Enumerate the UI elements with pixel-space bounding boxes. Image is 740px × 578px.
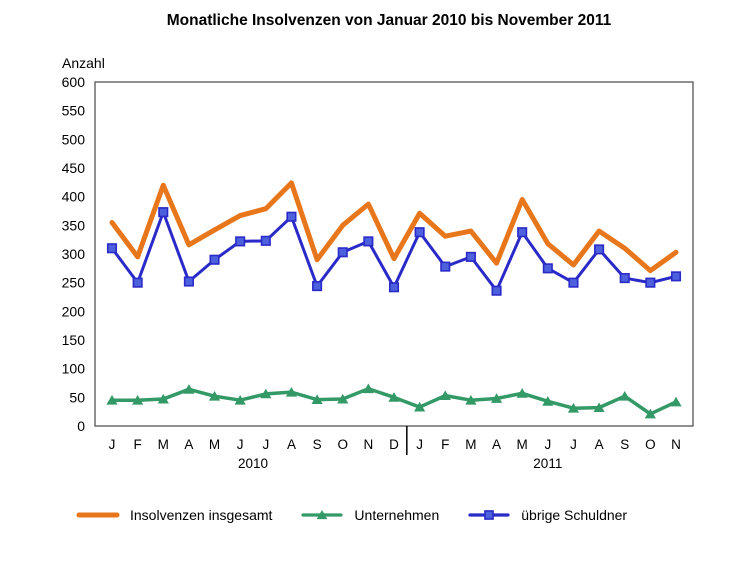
month-label: M [465,437,477,452]
series-unternehmen [106,384,681,419]
month-label: J [262,437,270,452]
month-label: J [108,437,116,452]
legend-label-uebrige-schuldner: übrige Schuldner [521,507,628,523]
data-point-square [467,253,476,262]
data-point-square [620,274,629,283]
y-tick-label: 50 [69,389,85,406]
month-label: S [620,437,630,452]
month-label: J [236,437,244,452]
legend-label-unternehmen: Unternehmen [354,507,440,523]
month-label: M [157,437,169,452]
data-point-square [595,245,604,254]
year-labels [238,456,562,471]
series-uebrige-schuldner-line [112,212,676,291]
month-label: F [133,437,142,452]
data-point-square [262,237,271,246]
data-point-square [544,264,553,273]
month-label: S [312,437,322,452]
data-point-square [485,511,493,519]
legend-item-insolvenzen-insgesamt [76,507,272,523]
data-point-square [364,237,373,246]
y-tick-label: 200 [61,303,85,320]
data-point-triangle [619,391,630,401]
data-point-square [569,278,578,287]
data-point-square [441,262,450,271]
data-point-square [210,255,219,264]
month-label: J [416,437,424,452]
data-point-square [646,278,655,287]
y-tick-label: 150 [61,332,85,348]
month-label: J [570,437,577,452]
month-label: J [544,437,552,452]
month-label: M [208,437,221,452]
data-point-square [185,277,194,286]
series-uebrige-schuldner [108,208,681,295]
data-point-square [338,248,347,257]
y-tick-label: 450 [61,160,85,176]
month-label: O [337,437,348,452]
data-point-square [236,237,245,246]
y-tick-label: 0 [77,418,85,434]
y-tick-label: 600 [61,74,85,90]
month-label: D [389,437,399,452]
month-label: A [594,437,604,452]
green-triangle-line-sample-icon [300,507,344,523]
y-tick-label: 550 [61,102,85,119]
data-point-square [313,282,322,291]
year-label: 2010 [237,456,269,471]
y-tick-label: 400 [61,188,85,205]
data-point-square [390,283,399,292]
month-label: N [671,437,681,452]
legend-item-unternehmen [300,507,439,523]
y-tick-label: 300 [61,246,85,262]
y-tick-label: 500 [61,131,85,148]
data-point-square [492,286,501,295]
blue-square-line-sample-icon [467,507,511,523]
y-axis-unit-label: Anzahl [62,55,105,71]
month-label: A [184,437,194,452]
month-label: M [516,437,528,452]
chart-title: Monatliche Insolvenzen von Januar 2010 bis November 2011 [166,12,612,29]
data-point-square [108,244,117,253]
chart-legend [76,507,627,523]
legend-label-insolvenzen-insgesamt: Insolvenzen insgesamt [130,507,273,523]
y-tick-label: 100 [61,360,85,377]
legend-item-uebrige-schuldner [467,507,627,523]
month-label: N [363,437,374,452]
orange-line-sample-icon [76,507,120,523]
data-point-square [518,228,527,237]
month-label: A [286,437,296,452]
data-point-square [159,208,168,217]
y-axis-tick-labels [62,74,86,434]
month-label: F [441,437,450,452]
month-label: O [645,437,656,452]
x-axis-month-labels [109,437,681,452]
data-point-triangle [670,397,681,407]
year-label: 2011 [533,456,563,471]
data-point-square [672,272,681,281]
data-point-square [133,278,142,287]
data-point-square [415,228,424,237]
data-point-square [287,212,296,221]
y-tick-label: 250 [61,274,85,291]
y-tick-label: 350 [61,217,85,234]
month-label: A [492,437,502,452]
